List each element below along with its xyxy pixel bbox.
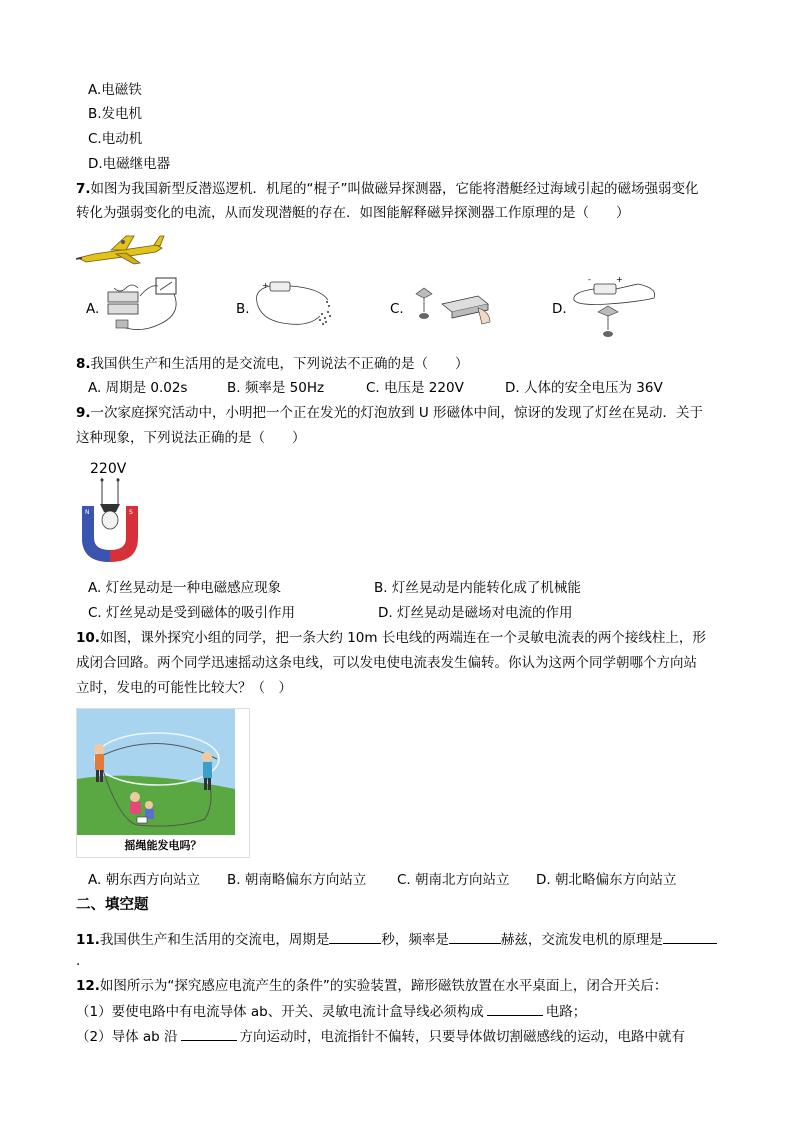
q10-text-line1 [76, 628, 706, 648]
q12-sub2 [76, 1026, 685, 1047]
q12-sub1 [76, 1001, 586, 1022]
q12-blank-circuit[interactable] [487, 1001, 543, 1016]
q7-fig-label-c[interactable]: C. [390, 301, 404, 317]
q11-period-mark: . [76, 953, 81, 969]
q6-option-b[interactable]: B.发电机 [88, 106, 143, 122]
q10-line3: 立时，发电的可能性比较大？（ ） [76, 680, 292, 696]
q7-fig-label-b[interactable]: B. [236, 301, 250, 317]
q10-option-a[interactable]: A. 朝东西方向站立 [88, 872, 201, 888]
q11-blank-period[interactable] [329, 929, 381, 944]
patrol-plane-image [76, 228, 166, 268]
q9-line2: 这种现象，下列说法正确的是（ ） [76, 430, 306, 446]
q7-figure-a-magnet-coil [100, 274, 190, 340]
q8-option-a[interactable]: A. 周期是 0.02s [88, 380, 188, 396]
q10-figure-caption: 摇绳能发电吗？ [77, 835, 249, 857]
q9-line1: 一次家庭探究活动中，小明把一个正在发光的灯泡放到 U 形磁体中间，惊讶的发现了灯丝在晃动．关于 [90, 405, 703, 421]
q10-option-c[interactable]: C. 朝南北方向站立 [397, 872, 510, 888]
q11-part3: 赫兹，交流发电机的原理是 [500, 932, 663, 948]
q12-sub1-text-b: 电路； [545, 1004, 587, 1020]
svg-text:N: N [85, 509, 90, 516]
q8-text: 我国供生产和生活用的是交流电，下列说法不正确的是（ ） [90, 356, 469, 372]
q7-fig-label-d[interactable]: D. [552, 301, 567, 317]
q7-figure-d-battery-compass [568, 272, 660, 342]
q9-option-a[interactable]: A. 灯丝晃动是一种电磁感应现象 [88, 580, 282, 596]
q8-option-c[interactable]: C. 电压是 220V [366, 380, 464, 396]
q9-option-c[interactable]: C. 灯丝晃动是受到磁体的吸引作用 [88, 605, 296, 621]
q9-number: 9. [76, 405, 91, 421]
q12-blank-direction[interactable] [181, 1026, 237, 1041]
q10-line1: 如图，课外探究小组的同学，把一条大约 10m 长电线的两端连在一个灵敏电流表的两个接线柱上，形 [99, 630, 706, 646]
q10-line2: 成闭合回路。两个同学迅速摇动这条电线，可以发电使电流表发生偏转。你认为这两个同学朝哪个方向站 [76, 655, 697, 671]
q11-blank-principle[interactable] [663, 929, 717, 944]
svg-text:S: S [129, 509, 133, 516]
q6-option-d[interactable]: D.电磁继电器 [88, 156, 171, 172]
q7-fig-label-a[interactable]: A. [86, 301, 100, 317]
q9-text-line1 [76, 403, 703, 423]
q10-option-d[interactable]: D. 朝北略偏东方向站立 [536, 872, 677, 888]
q10-option-b[interactable]: B. 朝南略偏东方向站立 [227, 872, 367, 888]
q8-stem [76, 354, 469, 374]
q11-part2: 秒，频率是 [381, 932, 449, 948]
q12-sub2-text-a: （2）导体 ab 沿 [76, 1029, 178, 1045]
q10-rope-figure [76, 708, 250, 858]
svg-text:+: + [262, 281, 269, 290]
q6-option-a[interactable]: A.电磁铁 [88, 82, 142, 98]
q12-line1: 如图所示为“探究感应电流产生的条件”的实验装置，蹄形磁铁放置在水平桌面上，闭合开关后： [99, 978, 668, 994]
q10-rope-scene [77, 709, 235, 835]
svg-text:-: - [588, 275, 591, 284]
q7-line1: 如图为我国新型反潜巡逻机．机尾的“棍子”叫做磁异探测器，它能将潜艇经过海域引起的磁场强弱变化 [90, 181, 699, 197]
q8-option-d[interactable]: D. 人体的安全电压为 36V [505, 380, 663, 396]
q6-option-c[interactable]: C.电动机 [88, 131, 143, 147]
q8-number: 8. [76, 356, 91, 372]
q12-sub2-text-b: 方向运动时，电流指针不偏转，只要导体做切割磁感线的运动，电路中就有 [239, 1029, 686, 1045]
q7-line2: 转化为强弱变化的电流，从而发现潜艇的存在．如图能解释磁异探测器工作原理的是（ ） [76, 205, 630, 221]
q12-stem [76, 976, 667, 996]
q12-number: 12. [76, 978, 100, 994]
q12-sub1-text-a: （1）要使电路中有电流导体 ab、开关、灵敏电流计盒导线必须构成 [76, 1004, 484, 1020]
q7-text-line1 [76, 179, 699, 199]
q9-u-magnet-bulb-figure [78, 478, 144, 566]
q7-figure-b-battery-wire [250, 276, 340, 338]
q11-number: 11. [76, 932, 100, 948]
q11-stem [76, 929, 717, 950]
section-title-fill-in: 二、填空题 [76, 897, 149, 913]
q11-blank-frequency[interactable] [449, 929, 501, 944]
q9-voltage-label: 220V [90, 461, 127, 477]
q9-option-d[interactable]: D. 灯丝晃动是磁场对电流的作用 [378, 605, 573, 621]
svg-text:+: + [616, 275, 623, 284]
q9-option-b[interactable]: B. 灯丝晃动是内能转化成了机械能 [374, 580, 581, 596]
q8-option-b[interactable]: B. 频率是 50Hz [227, 380, 325, 396]
q11-part1: 我国供生产和生活用的交流电，周期是 [99, 932, 330, 948]
q10-number: 10. [76, 630, 100, 646]
q7-figure-c-compass-magnet [404, 282, 496, 338]
q7-number: 7. [76, 181, 91, 197]
